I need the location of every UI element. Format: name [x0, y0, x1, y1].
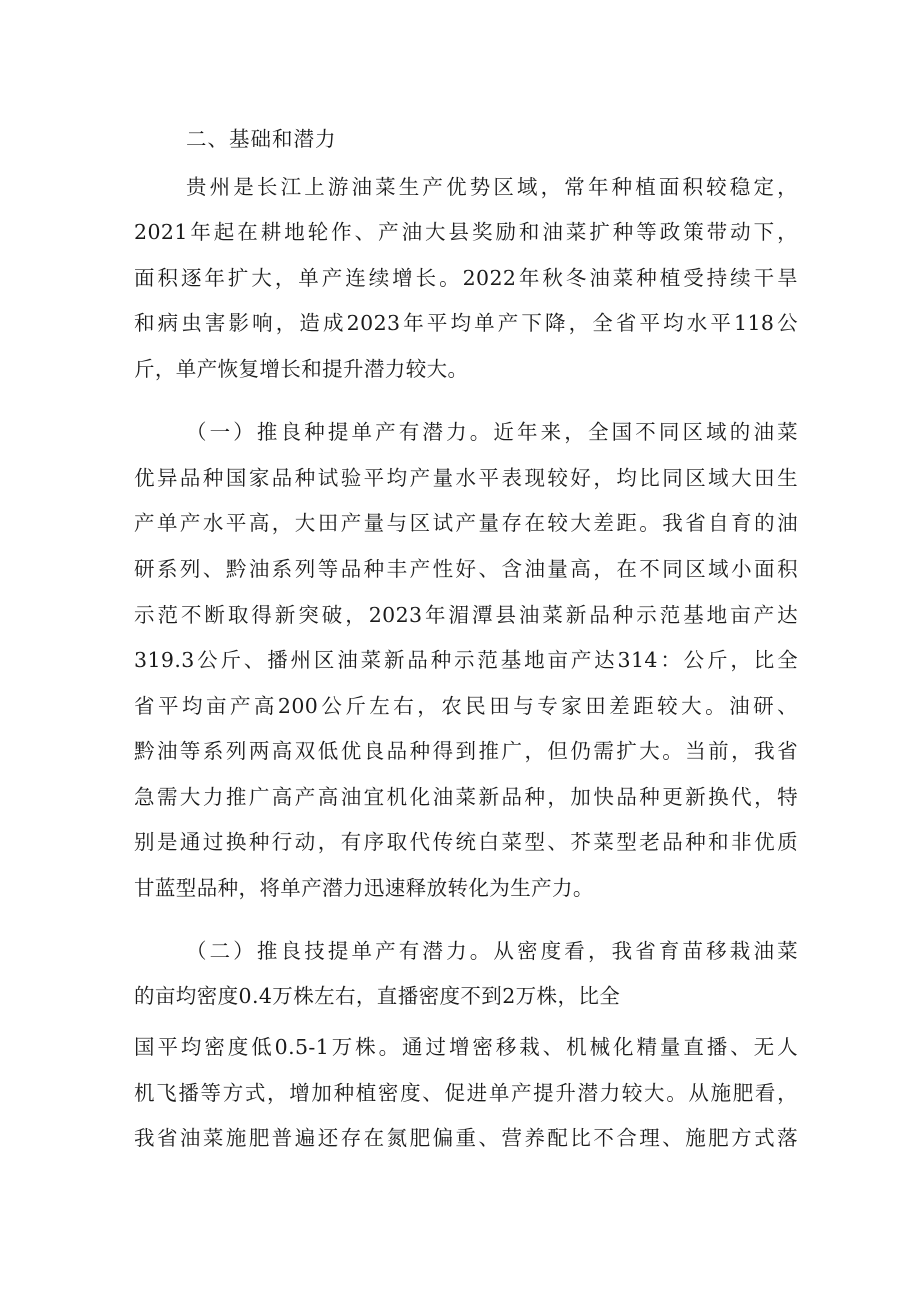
- paragraph-2-line-4: 研系列、黔油系列等品种丰产性好、含油量高，在不同区域小面积: [134, 557, 798, 581]
- paragraph-1-line-2: 2021年起在耕地轮作、产油大县奖励和油菜扩种等政策带动下，: [134, 220, 798, 244]
- paragraph-3-line-4: 机飞播等方式，增加种植密度、促进单产提升潜力较大。从施肥看，: [134, 1081, 798, 1105]
- paragraph-1-line-3: 面积逐年扩大，单产连续增长。2022年秋冬油菜种植受持续干旱: [134, 266, 798, 290]
- paragraph-2-line-5: 示范不断取得新突破，2023年湄潭县油菜新品种示范基地亩产达: [134, 603, 798, 627]
- paragraph-2-line-9: 急需大力推广高产高油宜机化油菜新品种，加快品种更新换代，特: [134, 785, 798, 809]
- paragraph-3-line-5: 我省油菜施肥普遍还存在氮肥偏重、营养配比不合理、施肥方式落: [134, 1126, 798, 1150]
- paragraph-3-line-2: 的亩均密度0.4万株左右，直播密度不到2万株，比全: [134, 984, 621, 1008]
- paragraph-2-line-2: 优异品种国家品种试验平均产量水平表现较好，均比同区域大田生: [134, 466, 798, 490]
- section-heading: 二、基础和潜力: [186, 127, 337, 151]
- paragraph-2-line-10: 别是通过换种行动，有序取代传统白菜型、芥菜型老品种和非优质: [134, 830, 798, 854]
- paragraph-1-line-5: 斤，单产恢复增长和提升潜力较大。: [134, 357, 469, 381]
- paragraph-2-line-6: 319.3公斤、播州区油菜新品种示范基地亩产达314：公斤，比全: [134, 648, 798, 672]
- paragraph-2-line-11: 甘蓝型品种，将单产潜力迅速释放转化为生产力。: [134, 876, 594, 900]
- paragraph-3-line-1: （二）推良技提单产有潜力。从密度看，我省育苗移栽油菜: [186, 939, 798, 963]
- paragraph-3-line-3: 国平均密度低0.5-1万株。通过增密移栽、机械化精量直播、无人: [134, 1035, 798, 1059]
- paragraph-2-line-7: 省平均亩产高200公斤左右，农民田与专家田差距较大。油研、: [134, 694, 798, 718]
- paragraph-2-line-1: （一）推良种提单产有潜力。近年来，全国不同区域的油菜: [186, 420, 798, 444]
- paragraph-1-line-4: 和病虫害影响，造成2023年平均单产下降，全省平均水平118公: [134, 311, 798, 335]
- paragraph-2-line-8: 黔油等系列两高双低优良品种得到推广，但仍需扩大。当前，我省: [134, 739, 798, 763]
- paragraph-2-line-3: 产单产水平高，大田产量与区试产量存在较大差距。我省自育的油: [134, 511, 798, 535]
- paragraph-1-line-1: 贵州是长江上游油菜生产优势区域，常年种植面积较稳定，: [186, 175, 798, 199]
